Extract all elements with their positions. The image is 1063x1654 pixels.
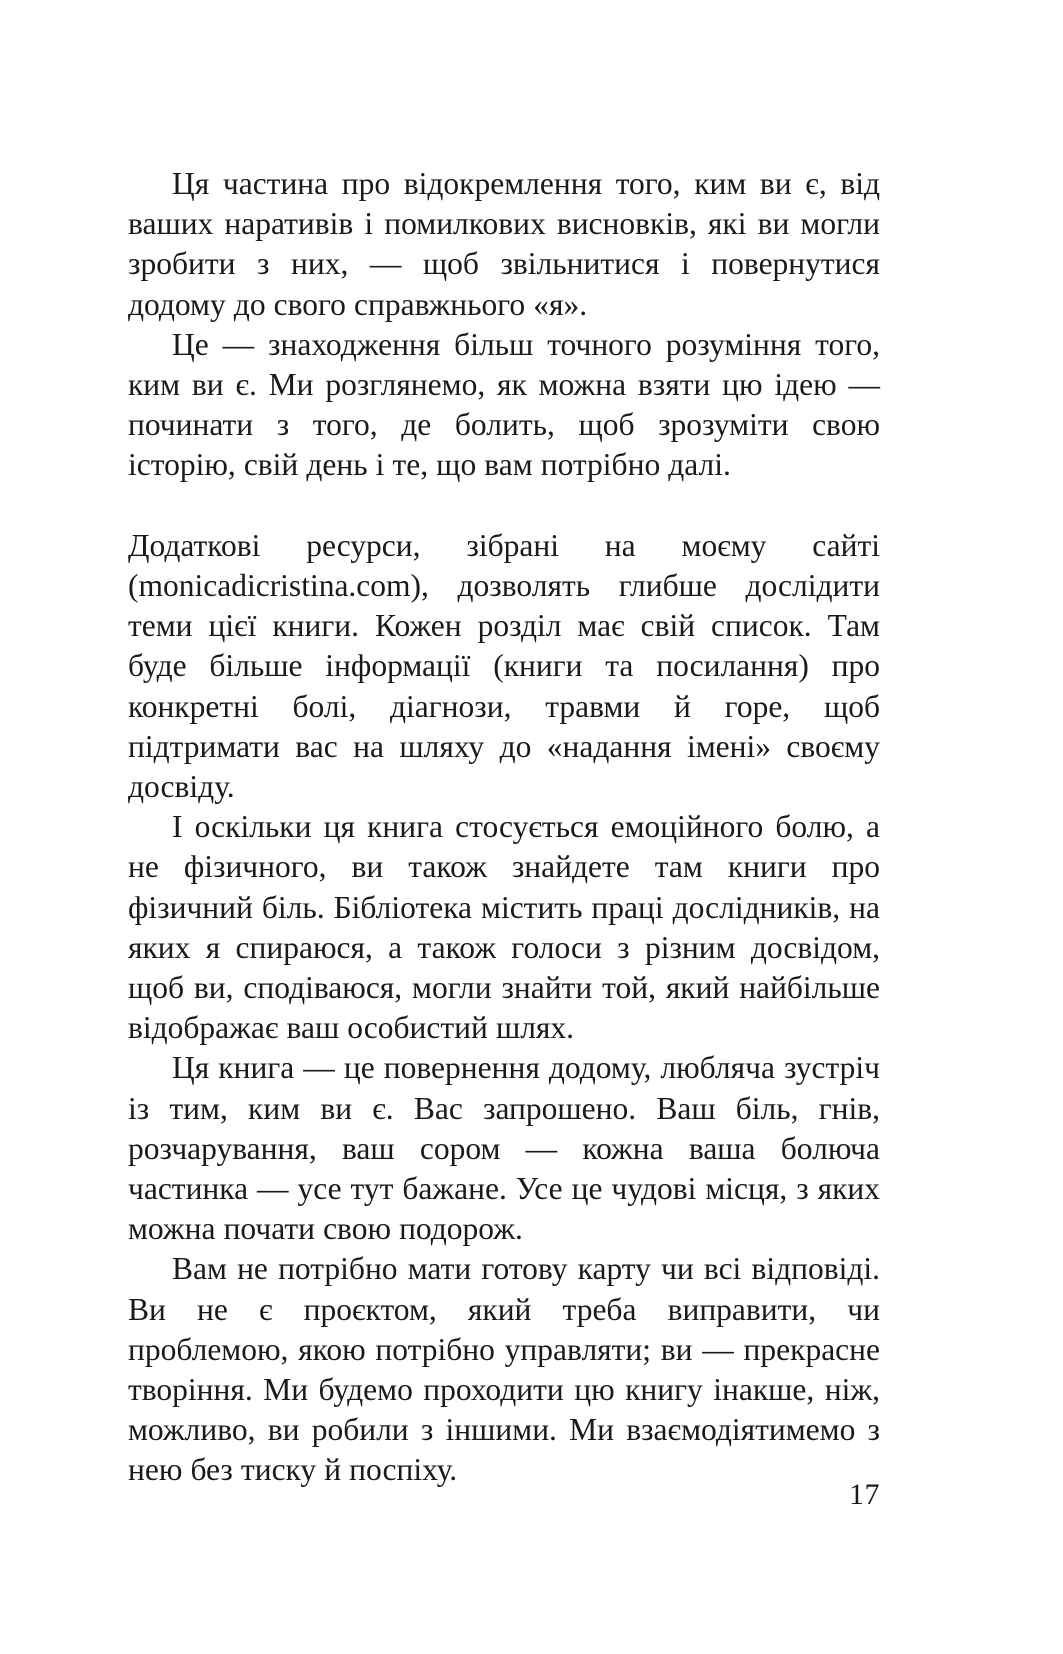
paragraph-1: Ця частина про відокремлення того, ким ви є, від ваших наративів і помилкових висновків, які ви могли зробити з них, — щоб звільнитися і повернутися додому до свого справжнього «я». xyxy=(128,166,880,322)
paragraph-4: І оскільки ця книга стосується емоційного болю, а не фізичного, ви також знайдете там книги про фізичний біль. Бібліотека містить праці дослідників, на яких я спираюся, а також голоси з різним досвідом, щоб ви, сподіваюся, могли знайти той, який найбільше відображає ваш особистий шлях. xyxy=(128,809,880,1046)
paragraph-2: Це — знаходження більш точного розуміння того, ким ви є. Ми розглянемо, як можна взяти цю ідею — починати з того, де болить, щоб зрозуміти свою історію, свій день і те, що вам потрібно далі. xyxy=(128,326,880,483)
page-text-block xyxy=(128,164,880,1491)
page-number: 17 xyxy=(849,1478,880,1511)
paragraph-6: Вам не потрібно мати готову карту чи всі відповіді. Ви не є проєктом, який треба виправити, чи проблемою, якою потрібно управляти; ви — прекрасне творіння. Ми будемо проходити цю книгу інакше, ніж, можливо, ви робили з іншими. Ми взаємодіятимемо з нею без тиску й поспіху. xyxy=(128,1251,880,1488)
paragraph-5: Ця книга — це повернення додому, любляча зустріч із тим, ким ви є. Вас запрошено. Ваш біль, гнів, розчарування, ваш сором — кожна ваша болюча частинка — усе тут бажане. Усе це чудові місця, з яких можна почати свою подорож. xyxy=(128,1050,880,1247)
paragraph-3-resources: Додаткові ресурси, зібрані на моєму сайті (monicadicristina.com), дозволять глибше дослідити теми цієї книги. Кожен розділ має свій список. Там буде більше інформації (книги та посилання) про конкретні болі, діагнози, травми й горе, щоб підтримати вас на шляху до «надання імені» своєму досвіду. xyxy=(128,527,880,805)
